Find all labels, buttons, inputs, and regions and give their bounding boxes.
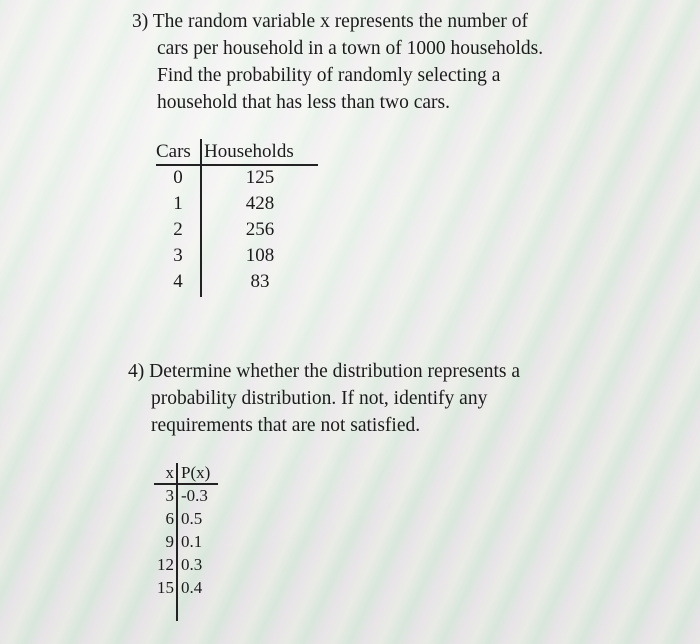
problem-3-line: cars per household in a town of 1000 households. <box>157 38 544 59</box>
cars-cell: 0 <box>173 167 183 188</box>
table-column-rule <box>176 463 178 621</box>
table-row <box>156 165 320 191</box>
table-row <box>152 553 241 576</box>
households-cell: 428 <box>245 193 275 214</box>
table-row <box>156 243 320 269</box>
table-row <box>152 576 241 599</box>
cars-cell: 2 <box>173 219 183 240</box>
problem-3-line: 3) The random variable x represents the number of <box>132 11 528 32</box>
header-px: P(x) <box>181 463 211 482</box>
problem-3-line: household that has less than two cars. <box>157 92 450 113</box>
problem-4-line: requirements that are not satisfied. <box>151 415 421 436</box>
px-cell: 0.3 <box>181 555 203 574</box>
problem-4-text <box>128 358 520 439</box>
table-row <box>156 269 320 295</box>
px-cell: -0.3 <box>181 486 208 505</box>
x-cell: 3 <box>165 486 174 505</box>
households-cell: 125 <box>245 167 275 188</box>
px-cell: 0.5 <box>181 509 203 528</box>
cars-cell: 4 <box>173 271 183 292</box>
x-cell: 9 <box>165 532 174 551</box>
table-row <box>152 507 241 530</box>
cars-cell: 1 <box>173 193 183 214</box>
problem-3-line: Find the probability of randomly selecting a <box>157 65 501 86</box>
x-cell: 6 <box>165 509 174 528</box>
households-cell: 108 <box>245 245 275 266</box>
table-header-rule <box>156 164 318 166</box>
problem-3-text <box>132 8 543 116</box>
table-header-rule <box>154 483 218 485</box>
table-row <box>152 530 241 553</box>
table-row <box>152 484 241 507</box>
households-cell: 83 <box>250 271 270 292</box>
x-cell: 15 <box>157 578 174 597</box>
header-households: Households <box>204 141 294 162</box>
table-header-row <box>156 139 320 165</box>
problem-4-line: probability distribution. If not, identify any <box>151 388 488 409</box>
households-cell: 256 <box>245 219 275 240</box>
table-header-row <box>152 461 241 484</box>
cars-households-table <box>156 139 320 295</box>
table-column-rule <box>200 139 202 297</box>
px-cell: 0.1 <box>181 532 203 551</box>
cars-cell: 3 <box>173 245 183 266</box>
header-x: x <box>165 463 174 482</box>
table-row <box>156 191 320 217</box>
x-cell: 12 <box>157 555 174 574</box>
table-row <box>156 217 320 243</box>
header-cars: Cars <box>156 141 191 162</box>
problem-4-line: 4) Determine whether the distribution represents a <box>128 361 521 382</box>
px-cell: 0.4 <box>181 578 203 597</box>
probability-distribution-table <box>152 461 241 599</box>
